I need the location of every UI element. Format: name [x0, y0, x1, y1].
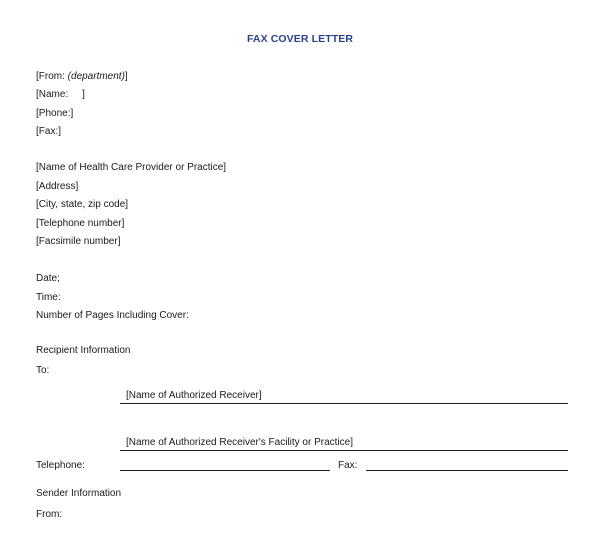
- receiver-placeholder: [Name of Authorized Receiver]: [126, 390, 262, 401]
- sender-name-line: [Name: ]: [36, 89, 85, 100]
- provider-telephone-line: [Telephone number]: [36, 218, 125, 229]
- sender-phone-line: [Phone:]: [36, 108, 74, 119]
- date-label: Date;: [36, 273, 60, 284]
- from-label: From:: [36, 509, 63, 520]
- to-label: To:: [36, 365, 50, 376]
- facility-line: [120, 450, 568, 451]
- from-department-line: [36, 71, 128, 83]
- sender-info-heading: Sender Information: [36, 488, 122, 499]
- pages-label: Number of Pages Including Cover:: [36, 310, 189, 321]
- telephone-label: Telephone:: [36, 460, 85, 471]
- telephone-line: [120, 470, 330, 471]
- provider-address-line: [Address]: [36, 181, 79, 192]
- time-label: Time:: [36, 292, 61, 303]
- from-prefix: [From:: [36, 71, 68, 82]
- document-title: FAX COVER LETTER: [246, 33, 354, 45]
- recipient-heading: Recipient Information: [36, 345, 131, 356]
- provider-facsimile-line: [Facsimile number]: [36, 236, 121, 247]
- receiver-line: [120, 403, 568, 404]
- provider-city-line: [City, state, zip code]: [36, 199, 129, 210]
- provider-name-line: [Name of Health Care Provider or Practice]: [36, 162, 227, 173]
- from-suffix: ]: [124, 71, 128, 82]
- sender-fax-line: [Fax:]: [36, 126, 62, 137]
- facility-placeholder: [Name of Authorized Receiver's Facility or Practice]: [126, 437, 353, 448]
- fax-line: [366, 470, 568, 471]
- from-department: (department): [67, 71, 125, 82]
- fax-label: Fax:: [338, 460, 358, 471]
